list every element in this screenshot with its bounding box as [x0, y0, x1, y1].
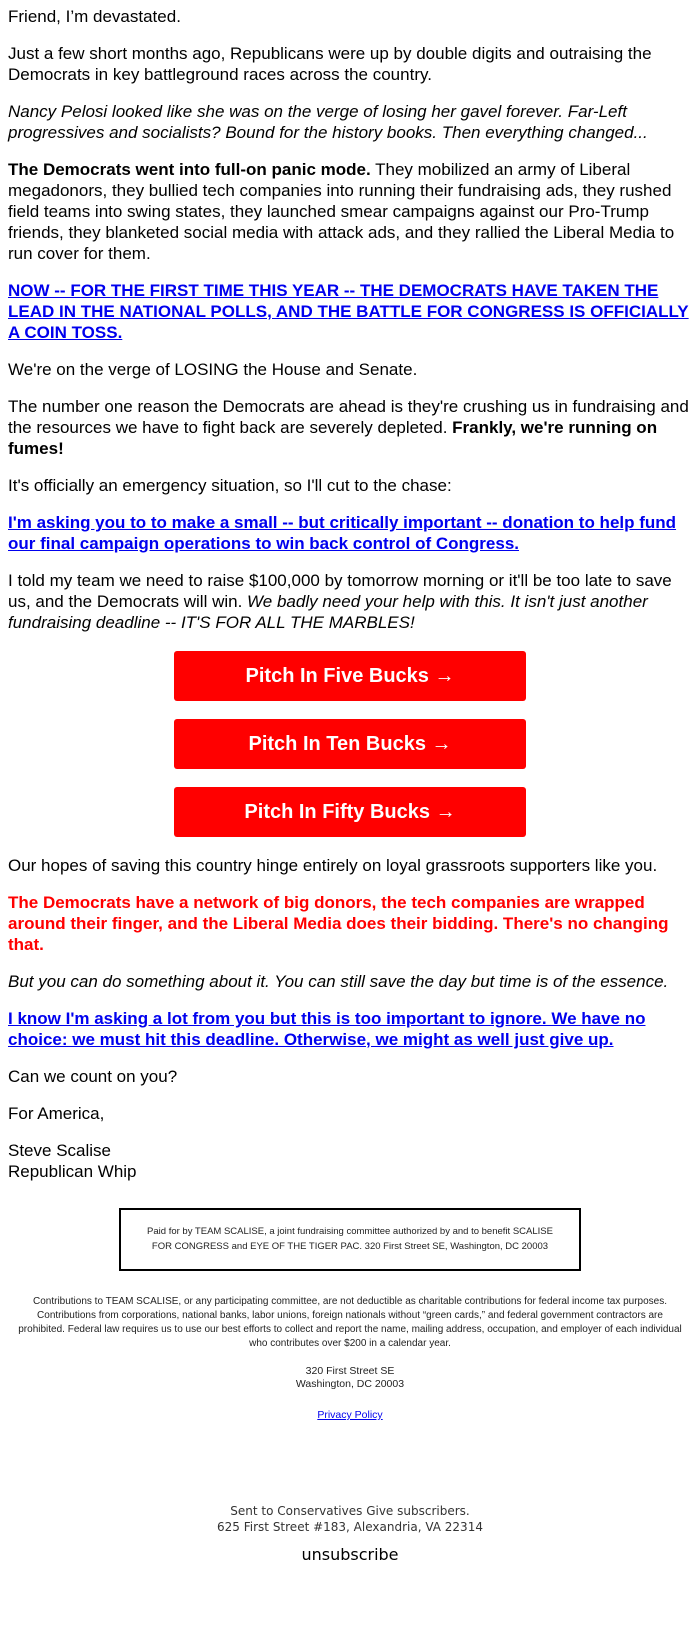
address-line-1: 320 First Street SE	[305, 1365, 395, 1377]
paid-for-box: Paid for by TEAM SCALISE, a joint fundraising committee authorized by and to benefit SCALISE FOR CONGRESS and EYE OF THE TIGER PAC. 320 First Street SE, Washington, DC 20003	[119, 1208, 581, 1271]
sent-line-1: Sent to Conservatives Give subscribers.	[230, 1504, 470, 1518]
privacy-row	[8, 1409, 692, 1421]
signer-title: Republican Whip	[8, 1162, 137, 1181]
pitch-fifty-button[interactable]: Pitch In Fifty Bucks →	[174, 787, 526, 837]
paragraph-pelosi: Nancy Pelosi looked like she was on the verge of losing her gavel forever. Far-Left progressives and socialists? Bound for the history books. Then everything changed...	[8, 102, 648, 142]
sent-to-notice	[8, 1503, 692, 1535]
sent-line-2: 625 First Street #183, Alexandria, VA 22314	[217, 1520, 483, 1534]
paragraph-polls-link	[8, 280, 692, 343]
paragraph-emergency: It's officially an emergency situation, so I'll cut to the chase:	[8, 476, 452, 495]
privacy-policy-link[interactable]: Privacy Policy	[317, 1409, 383, 1421]
paragraph-intro: Just a few short months ago, Republicans were up by double digits and outraising the Democrats in key battleground races across the country.	[8, 44, 652, 84]
polls-link[interactable]: NOW -- FOR THE FIRST TIME THIS YEAR -- THE DEMOCRATS HAVE TAKEN THE LEAD IN THE NATIONAL POLLS, AND THE BATTLE FOR CONGRESS IS OFFICIALLY A COIN TOSS.	[8, 281, 689, 342]
paragraph-grassroots: Our hopes of saving this country hinge entirely on loyal grassroots supporters like you.	[8, 856, 658, 875]
pitch-ten-button[interactable]: Pitch In Ten Bucks →	[174, 719, 526, 769]
mailing-address	[8, 1365, 692, 1391]
fumes-text: Frankly, we're running on fumes!	[8, 418, 658, 458]
marbles-text: We badly need your help with this. It isn't just another fundraising deadline -- IT'S FOR ALL THE MARBLES!	[8, 592, 648, 632]
deadline-text: I told my team we need to raise $100,000 by tomorrow morning or it'll be too late to save us, and the Democrats will win.	[8, 571, 672, 611]
paragraph-fundraising	[8, 396, 692, 459]
pitch-five-button[interactable]: Pitch In Five Bucks →	[174, 651, 526, 701]
donation-link[interactable]: I'm asking you to to make a small -- but critically important -- donation to help fund our final campaign operations to win back control of Congress.	[8, 513, 677, 553]
unsubscribe-link[interactable]: unsubscribe	[301, 1545, 399, 1564]
paragraph-deadline-link	[8, 1008, 692, 1050]
paragraph-panic	[8, 159, 692, 264]
unsubscribe-row	[8, 1545, 692, 1564]
greeting: Friend, I’m devastated.	[8, 7, 181, 26]
paragraph-deadline	[8, 570, 692, 633]
signer-name: Steve Scalise	[8, 1141, 111, 1160]
address-line-2: Washington, DC 20003	[295, 1378, 405, 1390]
deadline-link[interactable]: I know I'm asking a lot from you but this is too important to ignore. We have no choice: we must hit this deadline. Otherwise, we might as well just give up.	[8, 1009, 646, 1049]
paragraph-count-on-you: Can we count on you?	[8, 1067, 178, 1086]
paragraph-save-day: But you can do something about it. You can still save the day but time is of the essence.	[8, 972, 669, 991]
donation-buttons	[8, 649, 692, 837]
paragraph-big-donors: The Democrats have a network of big donors, the tech companies are wrapped around their finger, and the Liberal Media does their bidding. There's no changing that.	[8, 893, 669, 954]
panic-lead: The Democrats went into full-on panic mode.	[8, 160, 371, 179]
panic-rest: They mobilized an army of Liberal megadonors, they bullied tech companies into running their fundraising ads, they rushed field teams into swing states, they launched smear campaigns against our Pro-Trump friends, they blanketed social media with attack ads, and they rallied the Liberal Media to run cover for them.	[8, 160, 675, 263]
contribution-disclaimer: Contributions to TEAM SCALISE, or any participating committee, are not deductible as charitable contributions for federal income tax purposes. Contributions from corporations, national banks, labor unions, foreign nationals without “green cards,” and federal government contractors are prohibited. Federal law requires us to use our best efforts to collect and report the name, mailing address, occupation, and employer of each individual who contributes over $200 in a calendar year.	[18, 1296, 682, 1349]
paragraph-losing: We're on the verge of LOSING the House and Senate.	[8, 360, 418, 379]
fundraising-text: The number one reason the Democrats are ahead is they're crushing us in fundraising and the resources we have to fight back are severely depleted.	[8, 397, 689, 437]
signature	[8, 1140, 692, 1182]
paragraph-donation-link	[8, 512, 692, 554]
closing: For America,	[8, 1104, 105, 1123]
